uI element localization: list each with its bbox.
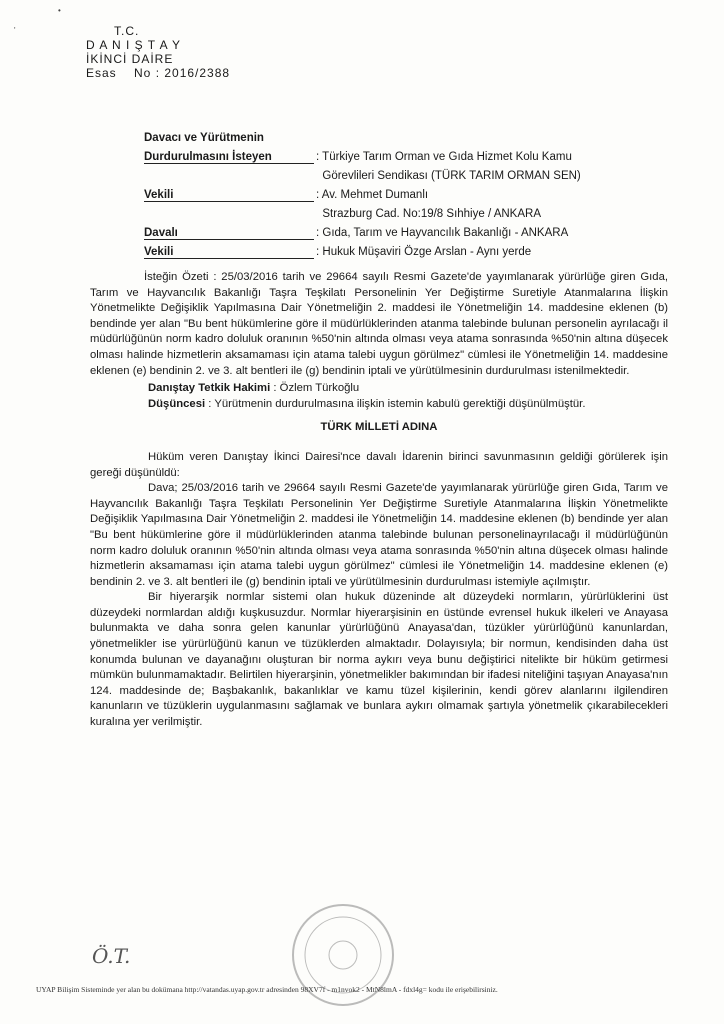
uyap-footer: UYAP Bilişim Sisteminde yer alan bu dokümana http://vatandas.uyap.gov.tr adresinden 98XV7f - m1nvok2 - MtN8lmA - fdxl4g= kodu ile erişebilirsiniz. <box>36 985 498 994</box>
document-body <box>90 270 668 731</box>
paragraph: Hüküm veren Danıştay İkinci Dairesi'nce davalı İdarenin birinci savunmasının geldiği görülerek işin gereği düşünüldü: <box>90 450 668 479</box>
party-value: : Türkiye Tarım Orman ve Gıda Hizmet Kolu Kamu <box>316 151 572 163</box>
paragraph: Bir hiyerarşik normlar sistemi olan hukuk düzeninde alt düzeydeki normların, yürürlüklerini üst düzeydeki normlardan aldığı kuşkusuzdur. Normlar hiyerarşisinin en üstünde evrensel hukuk ilkeleri ve Anayasa bulunmakta ve daha sonra gelen kanunlar yürürlüğünü Anayasa'dan, tüzükler yürürlüğünü kanunlardan, yönetmelikler ise yürürlüğünü kanun ve tüzüklerden almaktadır. Dolayısıyla; bir normun, kendisinden daha üst konumda bulunan ve dayanağını oluşturan bir norma aykırı veya bunu değiştirici nitelikte bir hüküm getirmesi mümkün bulunmamaktadır. Belirtilen hiyerarşinin, yönetmelikler bakımından bir ifadesi niteliğini taşıyan Anayasa'nın 124. maddesinde de; Başbakanlık, bakanlıklar ve kamu tüzel kişilerinin, kendi görev alanlarını ilgilendiren kanunların ve tüzüklerin uygulanmasını sağlamak ve bunlara aykırı olmamak şartıyla yönetmelik çıkarabilecekleri kuralına yer verilmiştir. <box>90 591 668 729</box>
party-label: Davalı <box>144 227 314 240</box>
parties-block <box>144 132 664 265</box>
party-row <box>144 151 664 170</box>
decision-heading: TÜRK MİLLETİ ADINA <box>320 421 438 434</box>
header-chamber: İKİNCİ DAİRE <box>86 52 174 66</box>
judge-line <box>90 381 668 397</box>
scan-mark: • <box>58 6 61 15</box>
party-row <box>144 227 664 246</box>
party-label: Davacı ve Yürütmenin <box>144 132 264 144</box>
party-row <box>144 189 664 208</box>
party-row <box>144 246 664 265</box>
party-label: Vekili <box>144 189 314 202</box>
party-value: : Gıda, Tarım ve Hayvancılık Bakanlığı - ANKARA <box>316 227 569 239</box>
party-value: : Av. Mehmet Dumanlı <box>316 189 429 201</box>
party-value: : Hukuk Müşaviri Özge Arslan - Aynı yerde <box>316 246 532 258</box>
header-court: D A N I Ş T A Y <box>86 38 182 52</box>
request-summary: İsteğin Özeti : 25/03/2016 tarih ve 29664 sayılı Resmi Gazete'de yayımlanarak yürürlüğe giren Gıda, Tarım ve Hayvancılık Bakanlığı Taşra Teşkilatı Personelinin Yer Değiştirme Suretiyle Atanmalarına İlişkin Yönetmelikte Değişiklik Yapılmasına Dair Yönetmeliğin 2. maddesi ile Yönetmeliğin 14. maddesine eklenen (b) bendinde yer alan "Bu bent hükümlerine göre il müdürlüklerinden atanma talebinde bulunan personelin ayrılacağı il müdürlüğünün norm kadro doluluk oranının %50'nin altında olması veya atama sonrasında %50'nin altına düşecek olması halinde hizmetlerin aksamaması için atama talebi uygun görülmez" cümlesi ile Yönetmeliğin 14. maddesine eklenen (e) bendinin 2. ve 3. alt bentleri ile (g) bendinin iptali ve yürütülmesinin durdurulması istenilmektedir. <box>90 271 668 377</box>
party-label: Durdurulmasını İsteyen <box>144 151 314 164</box>
judge-label: Danıştay Tetkik Hakimi <box>148 382 271 395</box>
opinion-label: Düşüncesi <box>148 397 206 410</box>
party-value: Görevlileri Sendikası (TÜRK TARIM ORMAN SEN) <box>316 170 581 182</box>
party-value: Strazburg Cad. No:19/8 Sıhhiye / ANKARA <box>316 208 542 220</box>
judge-value: : Özlem Türkoğlu <box>273 382 360 395</box>
header-tc: T.C. <box>114 24 140 38</box>
court-header <box>86 24 230 80</box>
scan-mark: ' <box>14 26 16 35</box>
signature-initials: Ö.T. <box>92 944 131 968</box>
paragraph: Dava; 25/03/2016 tarih ve 29664 sayılı Resmi Gazete'de yayımlanarak yürürlüğe giren Gıda, Tarım ve Hayvancılık Bakanlığı Taşra Teşkilatı Personelinin Yer Değiştirme Suretiyle Atanmalarına İlişkin Yönetmelikte Değişiklik Yapılmasına Dair Yönetmeliğin 2. maddesi ile Yönetmeliğin 14. maddesine eklenen (b) bendinde yer alan "Bu bent hükümlerine göre il müdürlüklerinden atanma talebinde bulunan personelinayrılacağı il müdürlüğünün norm kadro doluluk oranının %50'nin altında olması veya atama sonrasında %50'nin altına düşecek olması halinde hizmetlerin aksamaması için atama talebi uygun görülmez" cümlesi ile Yönetmeliğin 14. maddesine eklenen (e) bendinin 2. ve 3. alt bentleri ile (g) bendinin iptali ve yürütülmesinin durdurulması istemiyle açılmıştır. <box>90 482 668 588</box>
party-row <box>144 132 664 151</box>
opinion-value: : Yürütmenin durdurulmasına ilişkin istemin kabulü gerektiği düşünülmüştür. <box>208 397 586 410</box>
party-label: Vekili <box>144 246 314 259</box>
header-esas: Esas No : 2016/2388 <box>86 66 231 80</box>
party-row <box>144 208 664 227</box>
opinion-line <box>90 397 668 413</box>
party-row <box>144 170 664 189</box>
